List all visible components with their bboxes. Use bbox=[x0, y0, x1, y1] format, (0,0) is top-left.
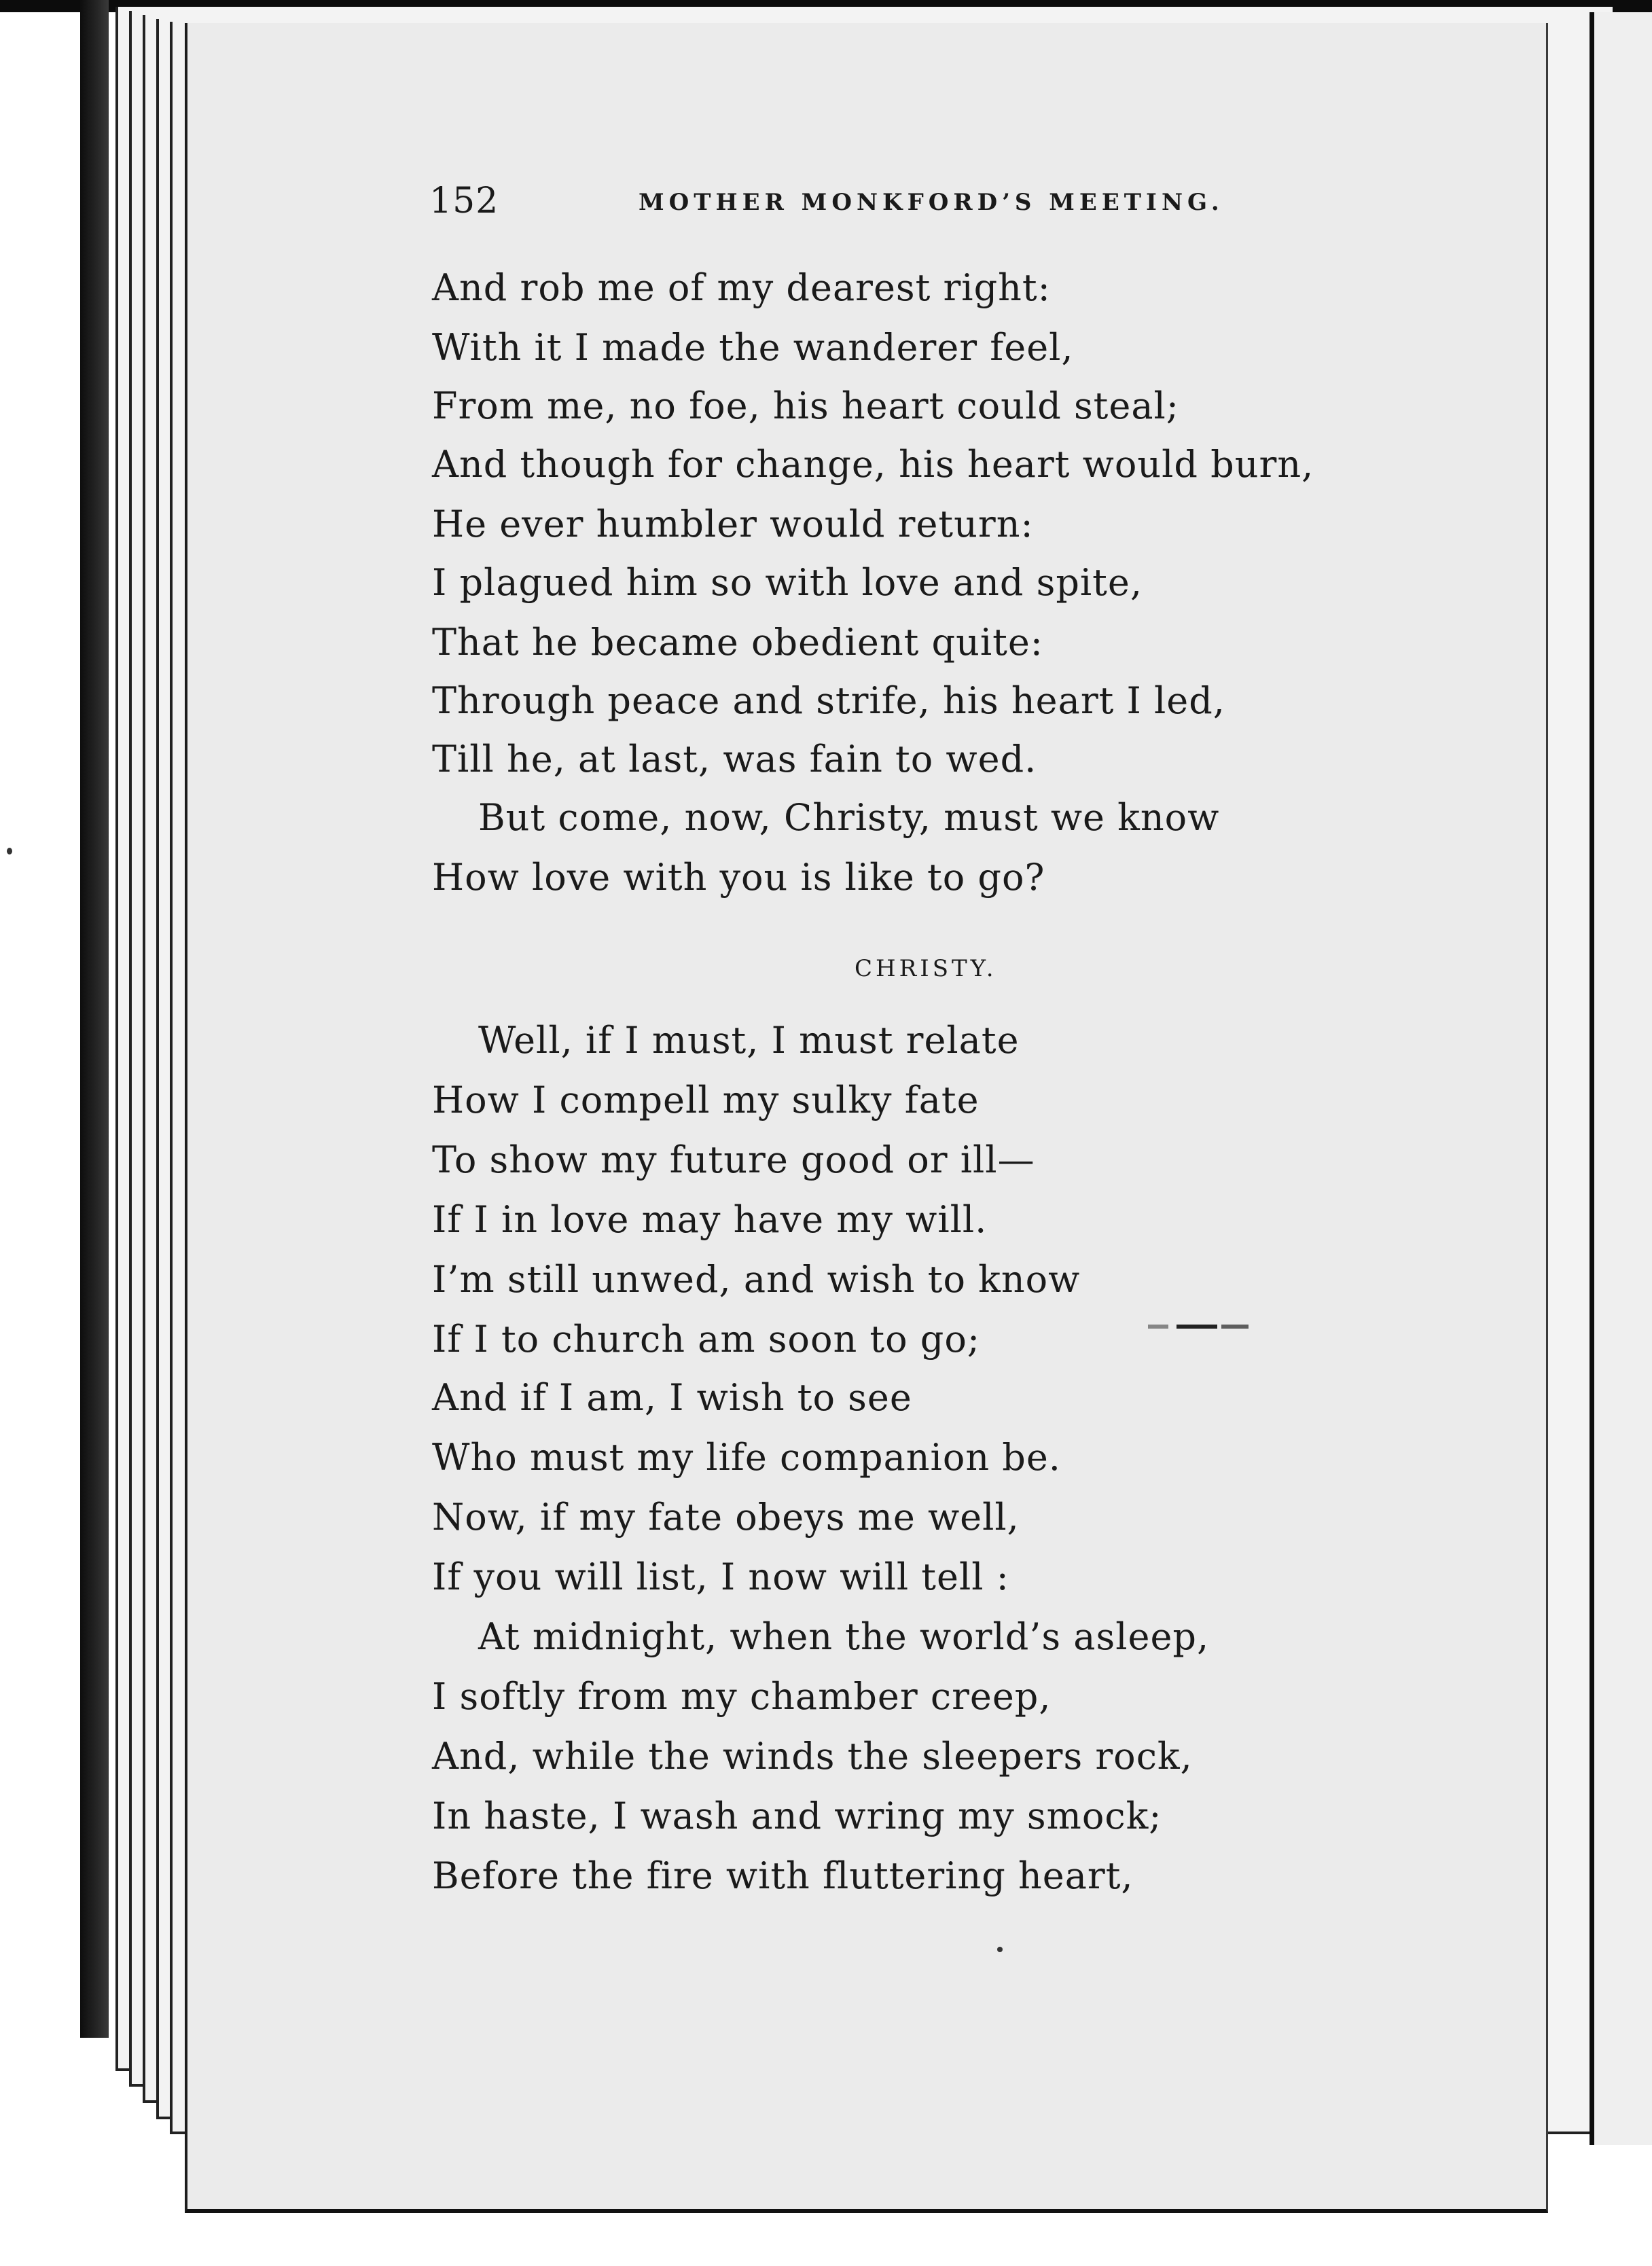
verse-line: From me, no foe, his heart could steal; bbox=[432, 384, 1179, 427]
verse-line: And though for change, his heart would burn, bbox=[432, 443, 1314, 486]
verse-line: To show my future good or ill— bbox=[432, 1138, 1035, 1181]
verse-line: At midnight, when the world’s asleep, bbox=[478, 1615, 1210, 1658]
verse-line: And rob me of my dearest right: bbox=[432, 266, 1051, 309]
verse-line: I plagued him so with love and spite, bbox=[432, 561, 1143, 604]
verse-line: In haste, I wash and wring my smock; bbox=[432, 1795, 1162, 1837]
facing-page-edge bbox=[1590, 12, 1652, 2145]
verse-line: If I in love may have my will. bbox=[432, 1198, 988, 1241]
verse-line: How love with you is like to go? bbox=[432, 856, 1045, 899]
ink-mark bbox=[1148, 1325, 1257, 1329]
verse-line: I softly from my chamber creep, bbox=[432, 1675, 1052, 1718]
binding-shadow bbox=[80, 0, 109, 2038]
verse-line: With it I made the wanderer feel, bbox=[432, 326, 1074, 369]
speaker-heading: CHRISTY. bbox=[855, 955, 997, 982]
verse-line: Well, if I must, I must relate bbox=[478, 1019, 1020, 1062]
speck bbox=[997, 1947, 1003, 1952]
verse-line: Who must my life companion be. bbox=[432, 1436, 1061, 1479]
speck bbox=[7, 848, 12, 855]
verse-line: He ever humbler would return: bbox=[432, 503, 1034, 545]
verse-line: But come, now, Christy, must we know bbox=[478, 796, 1220, 839]
verse-line: That he became obedient quite: bbox=[432, 621, 1043, 664]
verse-line: How I compell my sulky fate bbox=[432, 1079, 980, 1121]
verse-line: Now, if my fate obeys me well, bbox=[432, 1496, 1020, 1539]
page-number: 152 bbox=[429, 181, 499, 221]
verse-line: I’m still unwed, and wish to know bbox=[432, 1258, 1081, 1301]
verse-line: And if I am, I wish to see bbox=[432, 1376, 912, 1419]
verse-line: Till he, at last, was fain to wed. bbox=[432, 738, 1037, 780]
verse-line: And, while the winds the sleepers rock, bbox=[432, 1735, 1193, 1778]
verse-line: If you will list, I now will tell : bbox=[432, 1555, 1009, 1598]
running-head: MOTHER MONKFORD’S MEETING. bbox=[639, 189, 1224, 216]
verse-line: Before the fire with fluttering heart, bbox=[432, 1854, 1134, 1897]
verse-line: If I to church am soon to go; bbox=[432, 1318, 981, 1361]
page-header bbox=[429, 181, 1312, 228]
verse-line: Through peace and strife, his heart I led, bbox=[432, 679, 1225, 722]
